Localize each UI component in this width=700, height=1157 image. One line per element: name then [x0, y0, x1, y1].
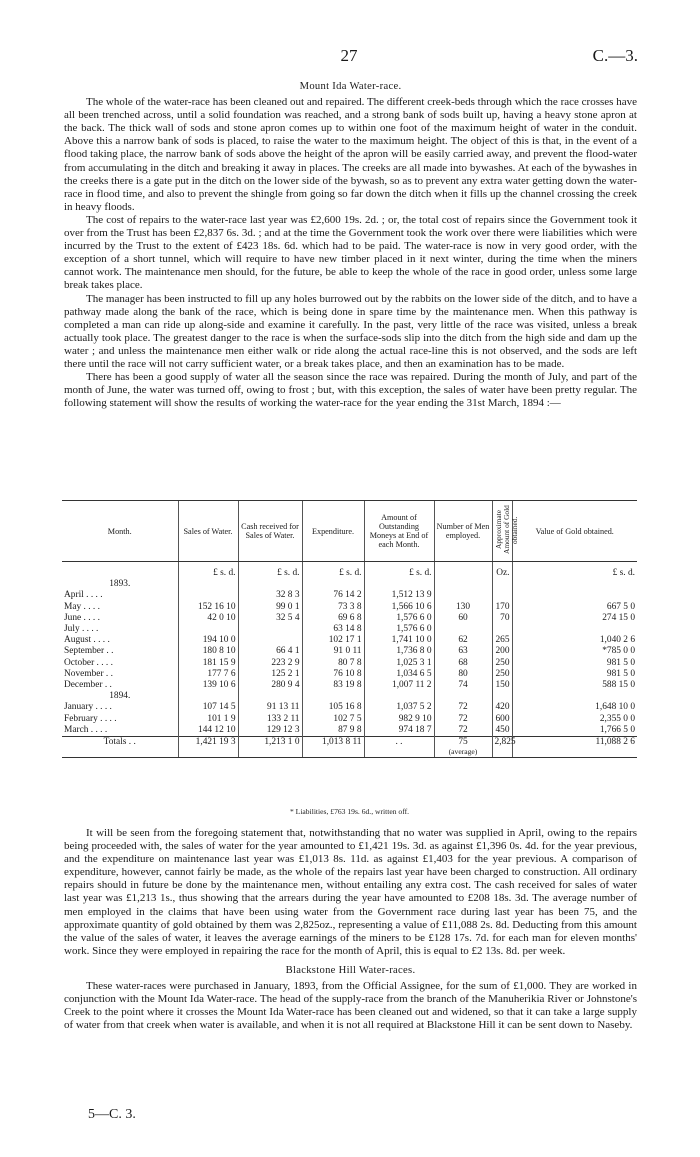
table-cell: 72 [434, 702, 492, 713]
totals-cell: 1,213 1 0 [238, 737, 302, 758]
table-row [62, 680, 637, 691]
table-cell: 1,034 6 5 [364, 669, 434, 680]
vertical-header-text: Approximate Amount of Gold obtained. [493, 505, 519, 555]
table-cell: 180 8 10 [178, 646, 238, 657]
section-mount-ida [64, 80, 637, 410]
column-header: Amount of Outstanding Moneys at End of each Month. [364, 501, 434, 562]
month-cell: July . . . . [64, 624, 99, 635]
column-header: Month. [62, 501, 178, 562]
unit-cell [434, 562, 492, 580]
average-men: 75 [458, 737, 468, 748]
table-cell: 667 5 0 [512, 602, 637, 613]
table-cell: 69 6 8 [302, 613, 364, 624]
table-cell: *785 0 0 [512, 646, 637, 657]
table-cell [492, 691, 512, 702]
table-row [62, 613, 637, 624]
unit-cell [62, 562, 178, 580]
table-cell: 170 [492, 602, 512, 613]
totals-label: Totals . . [62, 737, 178, 758]
table-cell: 60 [434, 613, 492, 624]
table-header-row [62, 501, 637, 562]
table-cell: 1,576 6 0 [364, 624, 434, 635]
paragraph: The manager has been instructed to fill up any holes burrowed out by the rabbits on the lower side of the ditch, and to have a pathway made along the bank of the race, which is being done in spare time by the maintenance men. When this pathway is completed a man can ride up along-side and examine it carefully. In the past, very little of the race was visited, unless a break actually took place. The greatest danger to the race is when the surface-sods slip into the ditch from the high side and dam up the water ; and unless the maintenance men either walk or ride along the actual race-line this is not observed, and the sods are left there until the race will not carry sufficient water, or a break takes place, and then an examination has to be made. [64, 292, 637, 370]
table-cell: 76 14 2 [302, 590, 364, 601]
month-cell: November . . [64, 668, 113, 679]
table-cell: 42 0 10 [178, 613, 238, 624]
table-cell [238, 635, 302, 646]
month-cell: May . . . . [64, 601, 100, 612]
table-cell: 1,025 3 1 [364, 658, 434, 669]
table-cell: 32 5 4 [238, 613, 302, 624]
table-cell: 974 18 7 [364, 725, 434, 737]
page-number: 27 [340, 46, 358, 65]
table-cell [178, 579, 238, 590]
totals-cell: 11,088 2 6 [512, 737, 637, 758]
table-cell [434, 691, 492, 702]
month-cell: October . . . . [64, 657, 113, 668]
table-cell [238, 579, 302, 590]
month-cell: January . . . . [64, 702, 112, 713]
units-row [62, 562, 637, 580]
table-cell [178, 624, 238, 635]
unit-cell: £ s. d. [302, 562, 364, 580]
table-cell: 139 10 6 [178, 680, 238, 691]
table-cell: 1,007 11 2 [364, 680, 434, 691]
totals-cell: . . [364, 737, 434, 758]
table-row [62, 646, 637, 657]
section-heading: Blackstone Hill Water-races. [285, 964, 416, 976]
table-cell [238, 624, 302, 635]
table-cell: 194 10 0 [178, 635, 238, 646]
table-row [62, 691, 637, 702]
table-cell: 125 2 1 [238, 669, 302, 680]
totals-cell: 1,013 8 11 [302, 737, 364, 758]
table-cell: 70 [492, 613, 512, 624]
table-cell [512, 691, 637, 702]
table-cell [434, 590, 492, 601]
table-row [62, 579, 637, 590]
totals-cell [434, 737, 492, 758]
table-row [62, 624, 637, 635]
table-cell: 99 0 1 [238, 602, 302, 613]
unit-cell: £ s. d. [178, 562, 238, 580]
month-cell: February . . . . [64, 713, 117, 724]
table-cell: 2,355 0 0 [512, 714, 637, 725]
table-cell: 76 10 8 [302, 669, 364, 680]
table-cell [492, 579, 512, 590]
unit-cell: £ s. d. [512, 562, 637, 580]
table-cell: 1,037 5 2 [364, 702, 434, 713]
table-cell: 87 9 8 [302, 725, 364, 737]
table-footnote: * Liabilities, £763 19s. 6d., written off. [289, 807, 410, 816]
table-cell [364, 691, 434, 702]
table-row [62, 590, 637, 601]
table-cell [512, 590, 637, 601]
table-cell: 80 7 8 [302, 658, 364, 669]
column-header: Number of Men employed. [434, 501, 492, 562]
paragraph: The cost of repairs to the water-race last year was £2,600 19s. 2d. ; or, the total cost of repairs since the Government took it over from the Trust has been £2,837 6s. 3d. ; and at the time the Government took the work over there were liabilities which were incurred by the Trust to the extent of £423 18s. 6d. which had to be paid. The water-race is now in very good order, with the exception of a short tunnel, which will require to have new timber placed in it next winter, during the time when the miners cannot work. The maintenance men should, for the future, be able to keep the whole of the race in good order, unless some large break takes place. [64, 213, 637, 292]
table-cell: 1,648 10 0 [512, 702, 637, 713]
column-header: Sales of Water. [178, 501, 238, 562]
table-cell: 1,766 5 0 [512, 725, 637, 737]
column-header [492, 501, 519, 562]
table-row [62, 669, 637, 680]
table-cell: 274 15 0 [512, 613, 637, 624]
table-cell: 1,040 2 6 [512, 635, 637, 646]
table-cell: 265 [492, 635, 512, 646]
month-cell: 1894. [109, 691, 131, 702]
month-cell: 1893. [109, 579, 131, 590]
month-cell: June . . . . [64, 612, 100, 623]
table-cell: 250 [492, 658, 512, 669]
table-cell: 72 [434, 725, 492, 737]
table-row [62, 658, 637, 669]
table-cell: 91 13 11 [238, 702, 302, 713]
month-cell: April . . . . [64, 590, 103, 601]
month-cell: September . . [64, 646, 114, 657]
table-cell: 144 12 10 [178, 725, 238, 737]
table-cell: 600 [492, 714, 512, 725]
table-cell: 1,736 8 0 [364, 646, 434, 657]
table-row [62, 714, 637, 725]
table-cell: 981 5 0 [512, 658, 637, 669]
table-cell: 73 3 8 [302, 602, 364, 613]
average-note: (average) [448, 747, 478, 757]
table-cell [302, 691, 364, 702]
table-cell: 74 [434, 680, 492, 691]
table-cell: 83 19 8 [302, 680, 364, 691]
table-cell [238, 691, 302, 702]
unit-cell: £ s. d. [364, 562, 434, 580]
table-cell [492, 590, 512, 601]
table-cell: 223 2 9 [238, 658, 302, 669]
column-header: Expenditure. [302, 501, 364, 562]
table-cell [302, 579, 364, 590]
paragraph: These water-races were purchased in January, 1893, from the Official Assignee, for the sum of £1,000. They are worked in conjunction with the Mount Ida Water-race. The head of the supply-race from the branch of the Manuherikia River or Johnstone's Creek to the point where it crosses the Mount Ida Water-race has been cleaned out and widened, so that it can take a large supply of water from that creek when water is available, and when it is not all required at Blackstone Hill it can be sent down to Naseby. [64, 980, 637, 1032]
month-cell: December . . [64, 680, 112, 691]
table-cell: 80 [434, 669, 492, 680]
table-cell: 177 7 6 [178, 669, 238, 680]
table-cell: 1,576 6 0 [364, 613, 434, 624]
totals-cell: 1,421 19 3 [178, 737, 238, 758]
table-cell: 101 1 9 [178, 714, 238, 725]
table-cell: 588 15 0 [512, 680, 637, 691]
table-cell: 250 [492, 669, 512, 680]
column-header: Cash received for Sales of Water. [238, 501, 302, 562]
table-cell: 150 [492, 680, 512, 691]
paragraph: There has been a good supply of water all the season since the race was repaired. During the month of July, and part of the month of June, the water was turned off, owing to frost ; but, with this exception, the sales of water have been pretty regular. The following statement will show the results of working the water-race for the year ending the 31st March, 1894 :— [64, 371, 637, 410]
table-cell [178, 590, 238, 601]
table-cell: 420 [492, 702, 512, 713]
table-cell [434, 579, 492, 590]
document-reference: C.—3. [592, 46, 638, 65]
table-cell: 133 2 11 [238, 714, 302, 725]
water-race-results-table [62, 500, 637, 758]
table-cell: 105 16 8 [302, 702, 364, 713]
paragraph: It will be seen from the foregoing statement that, notwithstanding that no water was supplied in April, owing to the repairs being proceeded with, the sales of water for the year amounted to £1,421 19s. 3d. as against £1,396 0s. 4d. for the year previous, and the expenditure on maintenance last year was £1,013 8s. 11d. as against £1,403 for the year previous. A comparison of expenditure, however, cannot fairly be made, as the whole of the repairs last year have been charged to construction. All ordinary repairs should in future be done by the maintenance men, without entailing any extra cost. The cash received for sales of water last year was £1,213 1s., thus showing that the arrears during the year have amounted to £208 18s. 3d. The average number of men employed in the claims that have been using water from the Government race during last year has been 75, and the approximate quantity of gold obtained by them was 2,825oz., representing a value of £11,088 2s. 8d. Deducting from this amount the value of the sales of water, it leaves the average earnings of the miners to be £128 17s. 7d. for each man for eleven months' work. Since they were employed in repairing the race for the month of April, this is equal to £2 13s. 8d. per week. [64, 827, 637, 957]
table-cell: 1,741 10 0 [364, 635, 434, 646]
table-cell: 130 [434, 602, 492, 613]
unit-cell: Oz. [492, 562, 512, 580]
table-cell: 450 [492, 725, 512, 737]
section-heading: Mount Ida Water-race. [299, 81, 402, 92]
table-cell: 1,566 10 6 [364, 602, 434, 613]
table-cell: 72 [434, 714, 492, 725]
table-cell: 32 8 3 [238, 590, 302, 601]
table-cell: 102 7 5 [302, 714, 364, 725]
table-cell [434, 624, 492, 635]
table-cell: 181 15 9 [178, 658, 238, 669]
unit-cell: £ s. d. [238, 562, 302, 580]
page-header [60, 46, 638, 68]
table-cell: 63 14 8 [302, 624, 364, 635]
month-cell: March . . . . [64, 724, 108, 735]
table-cell: 981 5 0 [512, 669, 637, 680]
table-cell: 102 17 1 [302, 635, 364, 646]
table-cell: 68 [434, 658, 492, 669]
table-cell: 152 16 10 [178, 602, 238, 613]
table-cell: 62 [434, 635, 492, 646]
table-cell [512, 624, 637, 635]
printer-signature: 5—C. 3. [88, 1107, 136, 1122]
table-cell: 982 9 10 [364, 714, 434, 725]
table-cell: 280 9 4 [238, 680, 302, 691]
column-header: Value of Gold obtained. [512, 501, 637, 562]
section-continuation-and-blackstone [64, 827, 637, 1032]
totals-row [62, 737, 637, 758]
table-cell: 107 14 5 [178, 702, 238, 713]
table-cell: 63 [434, 646, 492, 657]
table-cell: 200 [492, 646, 512, 657]
table-cell [512, 579, 637, 590]
table-cell [364, 579, 434, 590]
table-cell: 91 0 11 [302, 646, 364, 657]
paragraph: The whole of the water-race has been cleaned out and repaired. The different creek-beds through which the race crosses have all been trenched across, until a solid foundation was reached, and a strong bank of sods built up, having a heavy stone apron at the back. The thick wall of sods and stone apron comes up to within one foot of the maximum height of water in the conduit. Above this a narrow bank of sods is placed, to raise the water to the maximum height. The object of this is that, in the event of a flood taking place, the narrow bank of sods above the height of the apron will be easily carried away, and prevent the flood-water from accumulating in the ditch and breaking it away in places. The creeks are all made into bywashes. At each of the bywashes in the creeks there is a gate put in the ditch on the lower side of the bywash, so as to prevent any extra water getting down the water-race in flood time, and also to prevent the shingle from going so far down the ditch when it fills up the channel crossing the creek in heavy floods. [64, 96, 637, 213]
totals-cell: 2,825 [492, 737, 512, 758]
table-cell [178, 691, 238, 702]
table-cell: 1,512 13 9 [364, 590, 434, 601]
table-cell [492, 624, 512, 635]
table-row [62, 725, 637, 737]
table-cell: 129 12 3 [238, 725, 302, 737]
month-cell: August . . . . [64, 635, 110, 646]
table-row [62, 635, 637, 646]
table-cell: 66 4 1 [238, 646, 302, 657]
table-row [62, 702, 637, 713]
table-row [62, 602, 637, 613]
